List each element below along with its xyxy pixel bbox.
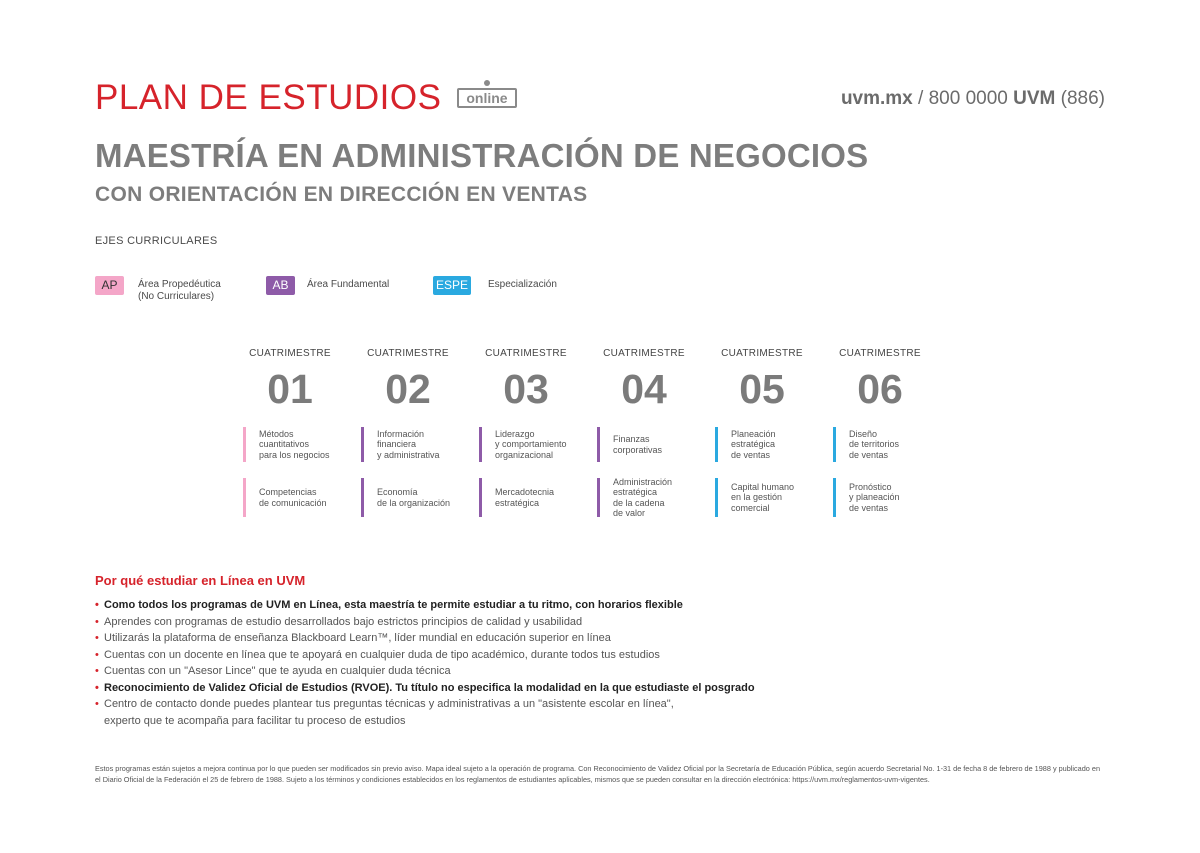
bullet-icon: • bbox=[95, 698, 99, 710]
cuatrimestre-number: 01 bbox=[267, 366, 313, 412]
phone-brand: UVM bbox=[1013, 88, 1056, 109]
why-study-text: Aprendes con programas de estudio desarrollados bajo estrictos principios de calidad y usabilidad bbox=[104, 615, 583, 628]
legend-code-espe: ESPE bbox=[433, 276, 471, 295]
bullet-icon: • bbox=[95, 632, 99, 644]
why-study-text: Como todos los programas de UVM en Línea, esta maestría te permite estudiar a tu ritmo, con horarios flexible bbox=[104, 599, 683, 611]
subject-name: Información financiera y administrativa bbox=[377, 428, 440, 460]
subject-item bbox=[597, 427, 697, 462]
contact-info bbox=[841, 88, 1105, 110]
subject-item bbox=[479, 427, 579, 462]
subject-item bbox=[715, 478, 815, 517]
cuatrimestre-label: CUATRIMESTRE bbox=[485, 348, 567, 359]
disclaimer-text: Estos programas están sujetos a mejora continua por lo que pueden ser modificados sin previo aviso. Mapa ideal sujeto a la operación de programa. Con Reconocimiento de Validez Oficial por la Secretaría de Educación Pública, según acuerdo Secretarial No. 1-31 de fecha 8 de febrero de 1988 y publicado en el Diario Oficial de la Federación el 25 de febrero de 1988. Sujeto a los términos y condiciones establecidos en los reglamentos de estudiantes aplicables, mismos que se pueden consultar en la dirección electrónica: https://uvm.mx/reglamentos-uvm-vigentes. bbox=[95, 764, 1101, 784]
subject-item bbox=[243, 427, 343, 462]
legend-code-ap: AP bbox=[95, 276, 124, 295]
cuatrimestre-number: 04 bbox=[621, 366, 667, 412]
why-study-text: Reconocimiento de Validez Oficial de Estudios (RVOE). Tu título no especifica la modalidad en la que estudiaste el posgrado bbox=[104, 681, 755, 694]
why-study-item bbox=[95, 630, 1095, 647]
subject-item bbox=[833, 478, 933, 517]
subject-item bbox=[361, 427, 461, 462]
subject-name: Métodos cuantitativos para los negocios bbox=[259, 428, 330, 460]
subject-item bbox=[361, 478, 461, 517]
why-study-item bbox=[95, 647, 1095, 664]
why-study-text: Centro de contacto donde puedes plantear tus preguntas técnicas y administrativas a un "asistente escolar en línea", experto que te acompaña para facilitar tu proceso de estudios bbox=[104, 698, 674, 727]
subject-name: Competencias de comunicación bbox=[259, 487, 327, 508]
subject-name: Pronóstico y planeación de ventas bbox=[849, 481, 900, 513]
subject-name: Liderazgo y comportamiento organizacional bbox=[495, 428, 567, 460]
subject-name: Diseño de territorios de ventas bbox=[849, 428, 900, 460]
subject-item bbox=[243, 478, 343, 517]
legend-label-ab: Área Fundamental bbox=[307, 279, 390, 290]
bullet-icon: • bbox=[95, 648, 99, 661]
subject-name: Administración estratégica de la cadena de valor bbox=[613, 476, 673, 518]
subject-name: Mercadotecnia estratégica bbox=[495, 487, 555, 508]
cuatrimestre-label: CUATRIMESTRE bbox=[603, 348, 685, 359]
legend-label-ap-line1: Área Propedéutica bbox=[138, 279, 221, 290]
bullet-icon: • bbox=[95, 599, 99, 611]
bullet-icon: • bbox=[95, 665, 99, 677]
subject-item bbox=[479, 478, 579, 517]
why-study-text: Cuentas con un docente en línea que te apoyará en cualquier duda de tipo académico, durante todos tus estudios bbox=[104, 648, 660, 661]
site-link[interactable]: uvm.mx bbox=[840, 88, 913, 109]
subject-item bbox=[715, 427, 815, 462]
bullet-icon: • bbox=[95, 615, 99, 628]
subject-item bbox=[833, 427, 933, 462]
subject-name: Finanzas corporativas bbox=[613, 434, 663, 455]
program-subtitle: CON ORIENTACIÓN EN DIRECCIÓN EN VENTAS bbox=[95, 183, 588, 206]
why-study-item bbox=[95, 696, 1095, 729]
bullet-icon: • bbox=[95, 681, 99, 694]
why-study-title: Por qué estudiar en Línea en UVM bbox=[95, 573, 306, 588]
plan-title: PLAN DE ESTUDIOS bbox=[95, 78, 442, 117]
phone-prefix: 800 0000 bbox=[928, 88, 1014, 109]
subject-name: Capital humano en la gestión comercial bbox=[731, 481, 795, 513]
cuatrimestre-label: CUATRIMESTRE bbox=[721, 348, 803, 359]
cuatrimestre-number: 03 bbox=[503, 366, 549, 412]
cuatrimestre-number: 05 bbox=[739, 366, 785, 412]
legend-label-espe: Especialización bbox=[488, 279, 557, 290]
legend-code-ab: AB bbox=[266, 276, 295, 295]
why-study-text: Utilizarás la plataforma de enseñanza Blackboard Learn™, líder mundial en educación superior en línea bbox=[104, 632, 611, 644]
cuatrimestre-label: CUATRIMESTRE bbox=[249, 348, 331, 359]
cuatrimestre-label: CUATRIMESTRE bbox=[839, 348, 921, 359]
subject-name: Economía de la organización bbox=[377, 487, 451, 508]
why-study-item bbox=[95, 597, 1095, 614]
why-study-item bbox=[95, 680, 1095, 697]
why-study-item bbox=[95, 663, 1095, 680]
contact-separator: / bbox=[912, 88, 929, 109]
online-badge: online bbox=[457, 88, 517, 108]
cuatrimestre-number: 02 bbox=[385, 366, 431, 412]
why-study-item bbox=[95, 614, 1095, 631]
program-title: MAESTRÍA EN ADMINISTRACIÓN DE NEGOCIOS bbox=[95, 137, 869, 174]
subject-item bbox=[597, 478, 697, 517]
why-study-list bbox=[95, 597, 1095, 729]
online-badge-dot-icon bbox=[484, 80, 490, 86]
ejes-curriculares-label: EJES CURRICULARES bbox=[95, 235, 218, 247]
cuatrimestre-label: CUATRIMESTRE bbox=[367, 348, 449, 359]
why-study-text: Cuentas con un "Asesor Lince" que te ayuda en cualquier duda técnica bbox=[104, 665, 451, 677]
phone-suffix: (886) bbox=[1055, 88, 1105, 109]
cuatrimestre-number: 06 bbox=[857, 366, 903, 412]
subject-name: Planeación estratégica de ventas bbox=[731, 428, 776, 460]
legend-label-ap bbox=[138, 279, 221, 303]
legend-label-ap-line2: (No Curriculares) bbox=[138, 291, 215, 302]
